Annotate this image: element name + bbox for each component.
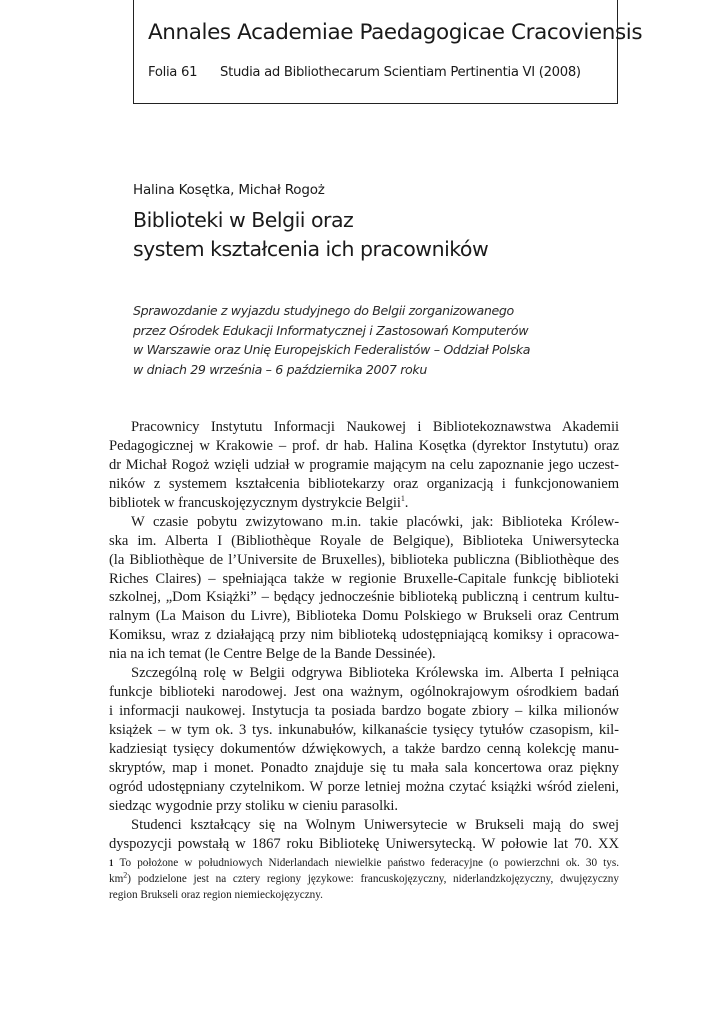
footnote-text: ) podzielone jest na cztery regiony językowe: francuskojęzyczny, niderlandzkojęzyczny, dwujęzyczny <box>127 873 619 886</box>
footnote-mark: 1 <box>109 858 114 868</box>
body-line: książek – w tym ok. 3 tys. inkunabułów, kilkanaście tysięcy tytułów czasopism, kil- <box>109 722 619 738</box>
subtitle-line: Sprawozdanie z wyjazdu studyjnego do Belgii zorganizowanego <box>133 303 514 318</box>
body-line: kadziesiąt tysięcy dokumentów dźwiękowych, a także bardzo cenną kolekcję manu- <box>109 740 619 757</box>
article-subtitle <box>133 301 530 379</box>
footnote-reference[interactable]: 1 <box>400 493 405 503</box>
body-line: Szczególną rolę w Belgii odgrywa Biblioteka Królewska im. Alberta I pełniąca <box>131 665 619 682</box>
article-body <box>109 418 619 854</box>
body-line: W czasie pobytu zwizytowano m.in. takie placówki, jak: Biblioteka Królew- <box>131 513 619 530</box>
subtitle-line: w Warszawie oraz Unię Europejskich Federalistów – Oddział Polska <box>133 342 531 357</box>
subtitle-line: w dniach 29 września – 6 października 2007 roku <box>133 361 427 377</box>
article-title-line: system kształcenia ich pracowników <box>133 237 489 261</box>
body-line: Riches Claires) – spełniająca także w regionie Bruxelle-Capitale funkcję biblioteki <box>109 570 619 587</box>
body-line-text: bibliotek w francuskojęzycznym dystrykcie Belgii <box>109 494 401 511</box>
body-line: Pedagogicznej w Krakowie – prof. dr hab. Halina Kosętka (dyrektor Instytutu) oraz <box>109 437 619 454</box>
body-line: dr Michał Rogoż wzięli udział w programie mającym na celu zapoznanie jego uczest- <box>109 456 619 473</box>
footnote-text: To położone w południowych Niderlandach niewielkie państwo federacyjne (o powierzchni ok. 30 tys. <box>119 857 619 869</box>
journal-series-line <box>148 65 581 80</box>
body-line: Studenci kształcący się na Wolnym Uniwersytecie w Brukseli mają do swej <box>131 816 619 833</box>
body-line: ników z systemem kształcenia bibliotekarzy oraz organizacją i funkcjonowaniem <box>109 475 619 492</box>
footnote-line <box>109 855 619 871</box>
body-line: ralnym (La Maison du Livre), Biblioteka Domu Polskiego w Brukseli oraz Centrum <box>109 608 619 625</box>
series-title: Studia ad Bibliothecarum Scientiam Pertinentia VI (2008) <box>220 65 581 80</box>
journal-masthead <box>133 0 643 104</box>
body-line: funkcje biblioteki narodowej. Jest ona ważnym, ogólnokrajowym ośrodkiem badań <box>109 684 619 701</box>
footnote <box>109 855 619 904</box>
body-line: dyspozycji powstałą w 1867 roku Bibliotekę Uniwersytecką. W połowie lat 70. XX <box>109 835 619 852</box>
folio-number: Folia 61 <box>148 65 198 80</box>
body-line: ska im. Alberta I (Bibliothèque Royale de Belgique), Biblioteka Uniwersytecka <box>109 532 619 549</box>
body-line: ogród udostępniany czytelnikom. W porze letniej można czytać książki wśród zieleni, <box>109 778 619 795</box>
body-line: skryptów, map i monet. Ponadto znajduje się tu mała sala koncertowa oraz piękny <box>109 759 619 776</box>
body-line: Komiksu, wraz z działającą przy nim biblioteką udostępniającą komiksy i opracowa- <box>109 627 619 644</box>
footnote-line: region Brukseli oraz region niemieckojęzyczny. <box>109 889 323 902</box>
body-line: nia na ich temat (le Centre Belge de la Bande Dessinée). <box>109 646 436 663</box>
article-authors: Halina Kosętka, Michał Rogoż <box>133 182 325 198</box>
body-line: Pracownicy Instytutu Informacji Naukowej i Bibliotekoznawstwa Akademii <box>131 419 619 435</box>
body-line: szkolnej, „Dom Książki” – będący jednocześnie biblioteką publiczną i centrum kultu- <box>109 589 619 606</box>
subtitle-line: przez Ośrodek Edukacji Informatycznej i Zastosowań Komputerów <box>133 322 529 338</box>
body-line: bibliotek w francuskojęzycznym dystrykcie Belgii$^1$. <box>109 493 409 511</box>
body-line: siedząc wygodnie przy stoliku w cieniu parasolki. <box>109 797 398 814</box>
body-line: i informacji naukowej. Instytucja ta posiada bardzo bogate zbiory – kilka milionów <box>109 703 619 720</box>
article-title-line: Biblioteki w Belgii oraz <box>133 208 354 232</box>
journal-title: Annales Academiae Paedagogicae Cracoviensis <box>148 20 643 45</box>
footnote-superscript: 2 <box>123 870 128 880</box>
article-title <box>133 206 488 264</box>
body-line: (la Bibliothèque de l’Universite de Bruxelles), biblioteka publiczna (Bibliothèque des <box>109 551 619 568</box>
footnote-line <box>109 871 619 887</box>
footnote-text: km <box>109 873 124 886</box>
